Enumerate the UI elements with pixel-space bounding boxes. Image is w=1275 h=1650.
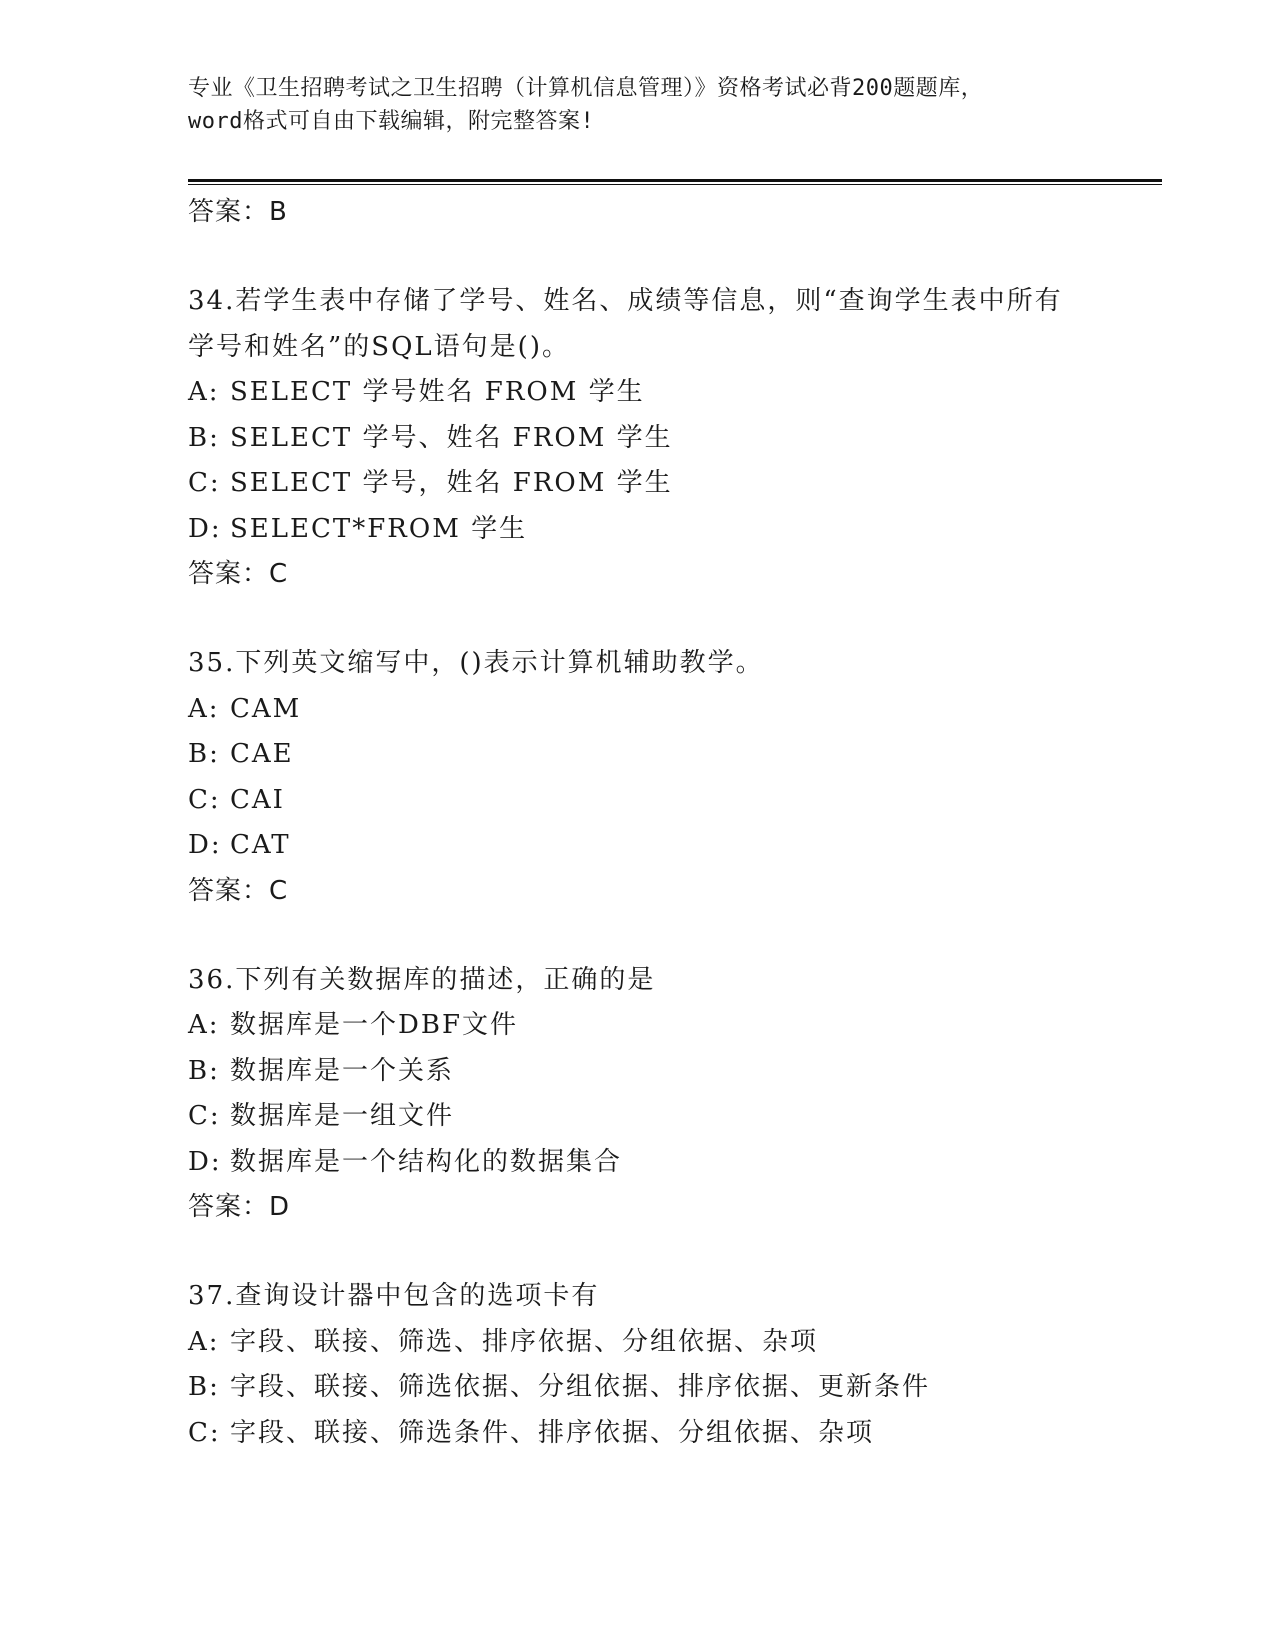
question-stem: 35.下列英文缩写中，()表示计算机辅助教学。 (188, 648, 764, 678)
question-stem: 37.查询设计器中包含的选项卡有 (188, 1281, 600, 1311)
option-letter: D: (188, 513, 222, 544)
option-b (188, 416, 1162, 462)
question-34 (188, 279, 1162, 596)
option-text: 字段、联接、筛选条件、排序依据、分组依据、杂项 (230, 1417, 875, 1448)
header-line-1: 专业《卫生招聘考试之卫生招聘（计算机信息管理）》资格考试必背200题题库， (188, 76, 984, 101)
option-letter: A: (188, 1326, 220, 1357)
option-a (188, 1320, 1162, 1366)
option-a (188, 370, 1162, 416)
option-d (188, 507, 1162, 553)
option-letter: D: (188, 830, 222, 860)
option-text: 数据库是一组文件 (230, 1101, 455, 1131)
answer-label: 答案： (188, 197, 270, 227)
option-letter: A: (188, 693, 220, 724)
question-37 (188, 1274, 1162, 1456)
option-d (188, 823, 1162, 869)
option-text: CAI (230, 784, 285, 815)
option-text: SELECT 学号姓名 FROM 学生 (230, 377, 645, 407)
option-b (188, 1365, 1162, 1411)
option-text: 字段、联接、筛选依据、分组依据、排序依据、更新条件 (230, 1372, 931, 1402)
option-letter: D: (188, 1146, 222, 1177)
answer-value: B (269, 197, 288, 227)
option-text: 数据库是一个DBF文件 (230, 1010, 518, 1040)
option-text: SELECT 学号，姓名 FROM 学生 (230, 468, 673, 498)
option-letter: C: (188, 1417, 221, 1448)
option-b (188, 732, 1162, 778)
question-stem: 34.若学生表中存储了学号、姓名、成绩等信息，则“查询学生表中所有学号和姓名”的SQL语句是()。 (188, 286, 1063, 362)
option-letter: C: (188, 784, 221, 815)
option-text: SELECT*FROM 学生 (230, 513, 528, 544)
question-36 (188, 958, 1162, 1230)
option-text: 字段、联接、筛选、排序依据、分组依据、杂项 (230, 1326, 819, 1357)
answer-label: 答案： (188, 875, 270, 906)
option-a (188, 1003, 1162, 1049)
document-body (188, 190, 1162, 1456)
option-letter: B: (188, 739, 220, 769)
option-letter: A: (188, 377, 220, 407)
option-c (188, 461, 1162, 507)
answer-label: 答案： (188, 559, 270, 589)
option-c (188, 1411, 1162, 1457)
option-letter: C: (188, 468, 221, 498)
option-letter: C: (188, 1101, 221, 1131)
question-35 (188, 641, 1162, 913)
header-line-2: word格式可自由下载编辑，附完整答案! (188, 109, 595, 134)
header-divider-thin (188, 184, 1162, 185)
option-a (188, 687, 1162, 733)
option-text: CAT (230, 830, 291, 860)
option-c (188, 1094, 1162, 1140)
option-text: 数据库是一个结构化的数据集合 (230, 1146, 623, 1177)
option-letter: B: (188, 1055, 220, 1086)
answer-value: C (269, 875, 289, 906)
option-letter: A: (188, 1010, 220, 1040)
option-letter: B: (188, 422, 220, 453)
answer-label: 答案： (188, 1192, 270, 1222)
answer-line (188, 190, 1162, 234)
option-text: SELECT 学号、姓名 FROM 学生 (230, 422, 673, 453)
answer-line (188, 869, 1162, 913)
option-text: 数据库是一个关系 (230, 1055, 455, 1086)
header-divider-thick (188, 179, 1162, 182)
answer-line (188, 1185, 1162, 1229)
document-header (188, 72, 1088, 138)
option-text: CAE (230, 739, 294, 769)
option-b (188, 1049, 1162, 1095)
option-text: CAM (230, 693, 302, 724)
option-c (188, 778, 1162, 824)
answer-value: D (269, 1192, 291, 1222)
question-stem: 36.下列有关数据库的描述，正确的是 (188, 964, 656, 995)
option-d (188, 1140, 1162, 1186)
answer-line (188, 552, 1162, 596)
answer-value: C (269, 559, 289, 589)
option-letter: B: (188, 1372, 220, 1402)
